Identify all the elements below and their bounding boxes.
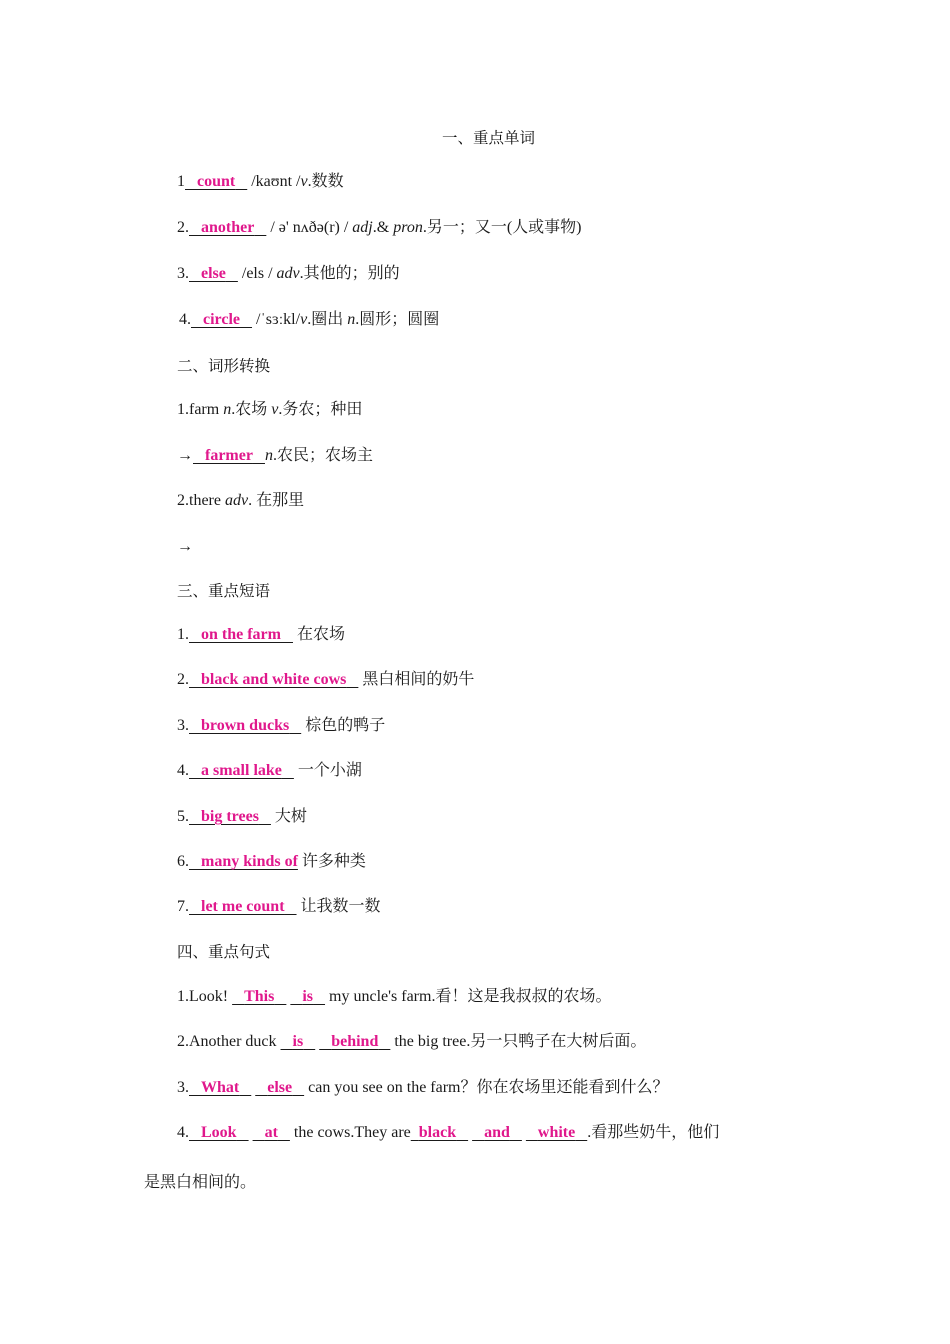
section-heading-phrases: 三、重点短语 <box>177 582 271 600</box>
answer-blank[interactable]: is <box>302 988 314 1005</box>
answer-blank[interactable]: many kinds of <box>201 853 298 870</box>
word-form-line-3: 2.there adv. 在那里 <box>177 492 305 509</box>
arrow-icon: → <box>177 538 193 555</box>
phrase-item-1: 1. on the farm 在农场 <box>177 626 345 643</box>
word-form-line-2: → farmer n.农民；农场主 <box>177 447 373 464</box>
word-form-line-1: 1.farm n.农场 v.务农；种田 <box>177 401 363 418</box>
phrase-item-6: 6. many kinds of 许多种类 <box>177 853 366 870</box>
answer-blank[interactable]: on the farm <box>201 626 281 643</box>
answer-blank[interactable]: let me count <box>201 898 285 915</box>
word-form-line-4 <box>177 537 193 557</box>
word-item-2: 2. another / ə' nʌðə(r) / adj.& pron.另一；又一(人或事物) <box>177 219 582 236</box>
answer-blank[interactable]: another <box>201 219 255 236</box>
phrase-item-5: 5. big trees 大树 <box>177 808 307 825</box>
arrow-icon: → <box>177 447 193 464</box>
answer-blank[interactable]: What <box>201 1079 240 1096</box>
answer-blank[interactable]: at <box>264 1124 278 1141</box>
section-heading-word-forms: 二、词形转换 <box>177 357 271 375</box>
section-heading-key-words: 一、重点单词 <box>442 129 536 147</box>
phrase-item-2: 2. black and white cows 黑白相间的奶牛 <box>177 671 475 688</box>
sentence-item-1: 1.Look! This is my uncle's farm.看！这是我叔叔的农场。 <box>177 988 612 1005</box>
answer-blank[interactable]: and <box>484 1124 510 1141</box>
word-item-4: 4. circle /ˈsɜːkl/v.圈出 n.圆形；圆圈 <box>179 311 440 328</box>
phrase-item-4: 4. a small lake 一个小湖 <box>177 762 362 779</box>
answer-blank[interactable]: behind <box>331 1033 379 1050</box>
answer-blank[interactable]: circle <box>203 311 241 328</box>
answer-blank[interactable]: black <box>418 1124 457 1141</box>
answer-blank[interactable]: This <box>244 988 275 1005</box>
section-heading-sentences: 四、重点句式 <box>177 943 271 961</box>
answer-blank[interactable]: count <box>197 173 236 190</box>
answer-blank[interactable]: brown ducks <box>201 717 290 734</box>
sentence-item-4-continued: 是黑白相间的。 <box>144 1174 257 1191</box>
answer-blank[interactable]: farmer <box>205 447 253 464</box>
sentence-item-4: 4. Look at the cows.They are black and white .看那些奶牛，他们 <box>177 1124 720 1141</box>
answer-blank[interactable]: Look <box>201 1124 237 1141</box>
answer-blank[interactable]: white <box>537 1124 576 1141</box>
answer-blank[interactable]: big trees <box>201 808 259 825</box>
answer-blank[interactable]: black and white cows <box>201 671 347 688</box>
word-item-1: 1​ count /kaʊnt /v.数数 <box>177 173 344 190</box>
word-item-3: 3. else /els / adv.其他的；别的 <box>177 265 400 282</box>
answer-blank[interactable]: else <box>201 265 226 282</box>
answer-blank[interactable]: a small lake <box>201 762 282 779</box>
answer-blank[interactable]: else <box>267 1079 293 1096</box>
sentence-item-3: 3. What else can you see on the farm？你在农场里还能看到什么？ <box>177 1079 669 1096</box>
phrase-item-3: 3. brown ducks 棕色的鸭子 <box>177 717 386 734</box>
answer-blank[interactable]: is <box>292 1033 304 1050</box>
sentence-item-2: 2.Another duck is behind the big tree.另一只鸭子在大树后面。 <box>177 1033 647 1050</box>
phrase-item-7: 7. let me count 让我数一数 <box>177 898 381 915</box>
